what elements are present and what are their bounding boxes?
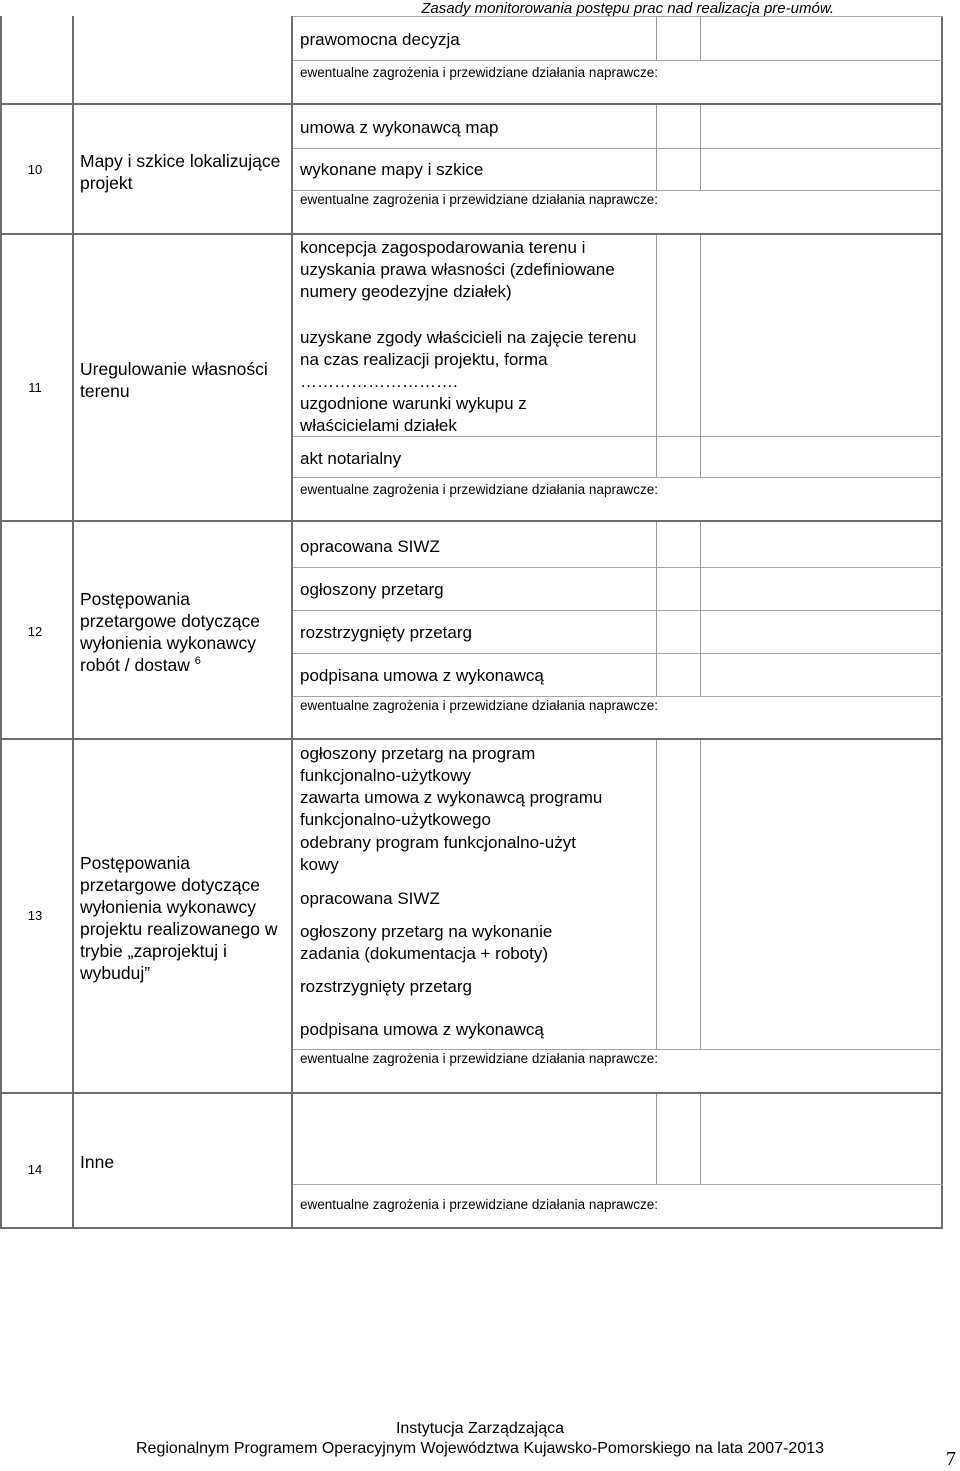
risk-label: ewentualne zagrożenia i przewidziane działania naprawcze: — [300, 192, 658, 207]
risk-label: ewentualne zagrożenia i przewidziane działania naprawcze: — [300, 1197, 658, 1212]
criterion-text: akt notarialny — [300, 449, 402, 468]
risk-label: ewentualne zagrożenia i przewidziane działania naprawcze: — [300, 698, 658, 713]
criterion-text: koncepcja zagospodarowania terenu i uzyskania prawa własności (zdefiniowane numery geodezyjne działek) — [300, 238, 615, 301]
criterion-text: uzyskane zgody właścicieli na zajęcie terenu na czas realizacji projektu, forma ………………………. — [300, 328, 637, 391]
footer-program: Regionalnym Programem Operacyjnym Województwa Kujawsko-Pomorskiego na lata 2007-2013 — [135, 1440, 825, 1457]
criterion-text: zawarta umowa z wykonawcą programu funkcjonalno-użytkowego — [300, 788, 603, 829]
row-number: 12 — [27, 624, 43, 639]
footnote-marker: 6 — [194, 655, 201, 668]
row-number: 11 — [28, 380, 42, 395]
row-divider — [0, 520, 943, 522]
column-divider-number — [72, 16, 74, 1228]
row-divider — [0, 233, 943, 235]
footer-institution: Instytucja Zarządzająca — [395, 1420, 565, 1437]
criterion-text: rozstrzygnięty przetarg — [300, 623, 472, 642]
risk-label: ewentualne zagrożenia i przewidziane działania naprawcze: — [300, 65, 658, 80]
criterion-text: odebrany program funkcjonalno-użytkowy — [300, 833, 576, 874]
task-name: Inne — [80, 1152, 115, 1172]
criterion-text: ogłoszony przetarg na wykonanie zadania (dokumentacja + roboty) — [300, 922, 553, 963]
row-number: 10 — [27, 162, 43, 177]
criterion-text: prawomocna decyzja — [300, 30, 460, 49]
criterion-text: podpisana umowa z wykonawcą — [300, 666, 544, 685]
risk-label: ewentualne zagrożenia i przewidziane działania naprawcze: — [300, 1051, 658, 1066]
table-border-left — [0, 16, 2, 1228]
risk-label: ewentualne zagrożenia i przewidziane działania naprawcze: — [300, 482, 658, 497]
criterion-text: rozstrzygnięty przetarg — [300, 977, 472, 996]
row-divider — [0, 738, 943, 740]
task-name: Mapy i szkice lokalizujące projekt — [80, 151, 281, 193]
criterion-text: ogłoszony przetarg na program funkcjonalno-użytkowy — [300, 744, 536, 785]
column-divider-task — [291, 16, 293, 1228]
page-number: 7 — [946, 1448, 956, 1470]
criterion-text: podpisana umowa z wykonawcą — [300, 1020, 544, 1039]
row-divider — [0, 103, 943, 105]
criterion-text: wykonane mapy i szkice — [300, 160, 484, 179]
document-header-title: Zasady monitorowania postępu prac nad realizacja pre-umów. — [421, 0, 834, 17]
criterion-text: uzgodnione warunki wykupu z właścicielami działek — [300, 394, 527, 435]
criterion-text: opracowana SIWZ — [300, 537, 440, 556]
table-border-right — [941, 16, 943, 1228]
row-divider — [0, 1092, 943, 1094]
criterion-text: umowa z wykonawcą map — [300, 118, 499, 137]
row-number: 13 — [27, 908, 43, 923]
table-border-bottom — [0, 1227, 943, 1229]
task-name: Uregulowanie własności terenu — [80, 359, 268, 401]
task-name: Postępowania przetargowe dotyczące wyłonienia wykonawcy robót / dostaw $^6$ — [80, 589, 260, 675]
criterion-text: opracowana SIWZ — [300, 889, 440, 908]
task-name: Postępowania przetargowe dotyczące wyłonienia wykonawcy projektu realizowanego w trybie „zaprojektuj i wybuduj” — [80, 853, 278, 983]
row-number: 14 — [27, 1162, 43, 1177]
criterion-text: ogłoszony przetarg — [300, 580, 444, 599]
